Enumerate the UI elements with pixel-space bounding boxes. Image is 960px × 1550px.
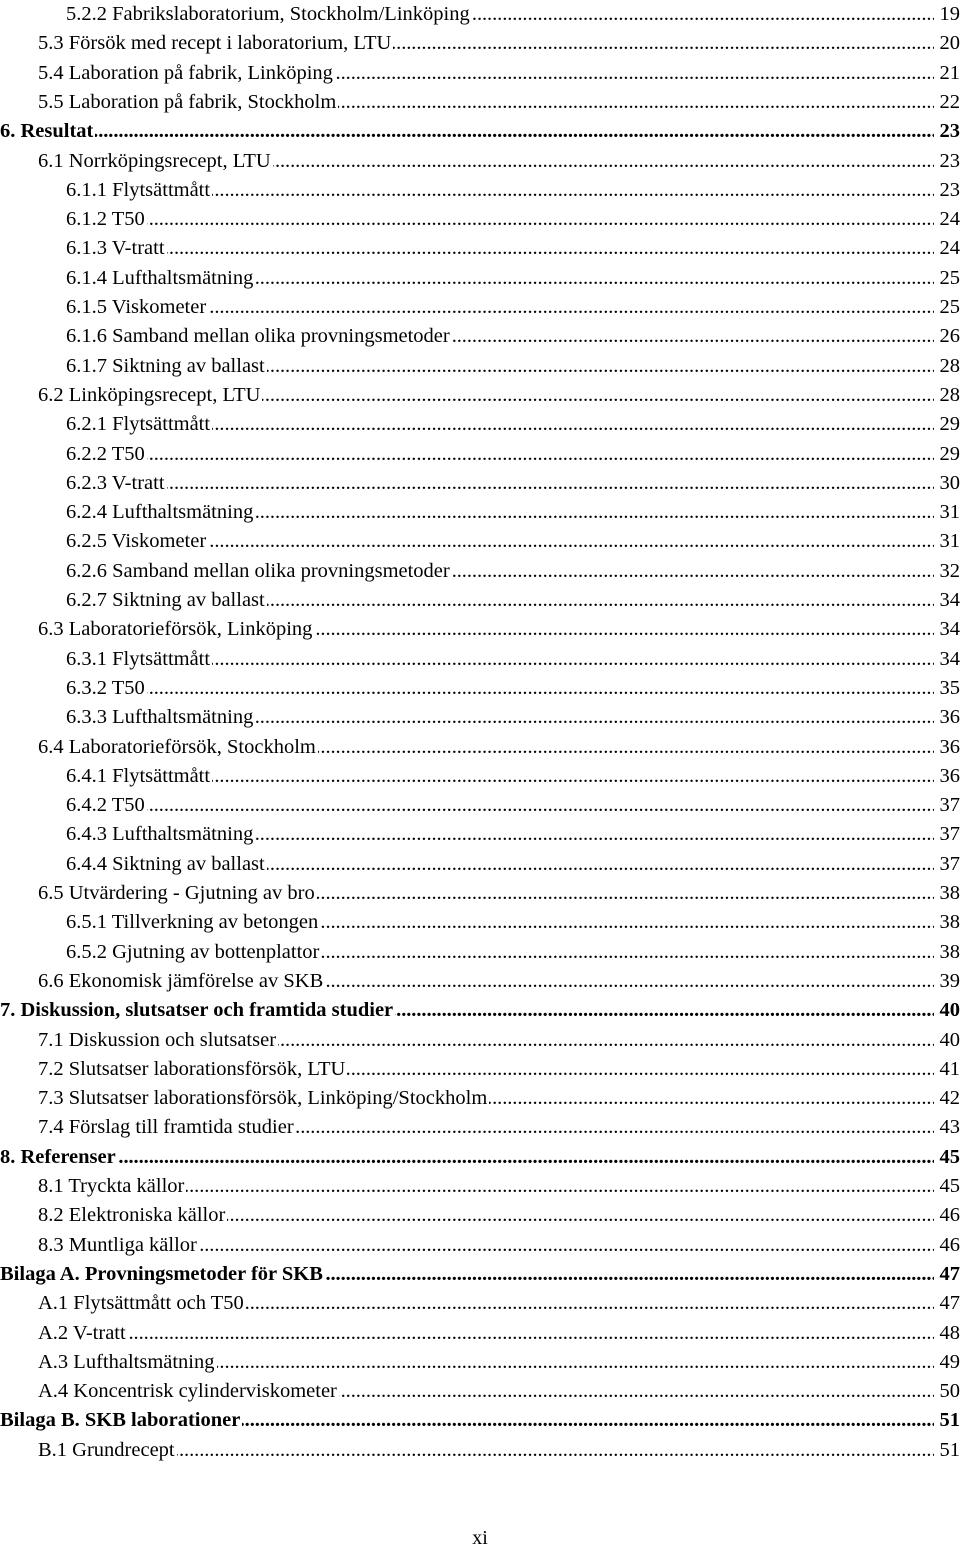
toc-entry-page: 49 <box>939 1351 960 1373</box>
toc-entry[interactable] <box>0 85 960 114</box>
toc-entry-label: 6.1.7 Siktning av ballast <box>66 355 265 377</box>
toc-entry-label: 8. Referenser <box>0 1146 116 1168</box>
toc-entry[interactable] <box>0 1169 960 1198</box>
toc-entry-page: 23 <box>939 120 960 142</box>
toc-dot-leader <box>296 1115 934 1139</box>
toc-dot-leader <box>199 1233 934 1257</box>
toc-entry-label: 6.3.3 Lufthaltsmätning <box>66 706 254 728</box>
toc-entry-label: 6.2.2 T50 <box>66 443 145 465</box>
toc-entry-label: 6.3.1 Flytsättmått <box>66 648 211 670</box>
toc-entry-page: 26 <box>939 325 960 347</box>
toc-dot-leader <box>452 559 934 583</box>
toc-entry-label: 6.1 Norrköpingsrecept, LTU <box>38 150 271 172</box>
toc-entry-page: 46 <box>939 1234 960 1256</box>
toc-entry-page: 43 <box>939 1116 960 1138</box>
toc-entry-page: 51 <box>939 1439 960 1461</box>
toc-entry-page: 29 <box>939 443 960 465</box>
toc-dot-leader <box>267 354 934 378</box>
toc-entry-page: 30 <box>939 472 960 494</box>
toc-entry-page: 32 <box>939 560 960 582</box>
toc-entry[interactable] <box>0 1198 960 1227</box>
toc-entry-page: 25 <box>939 296 960 318</box>
toc-dot-leader <box>212 412 934 436</box>
toc-entry-page: 31 <box>939 501 960 523</box>
toc-dot-leader <box>395 998 934 1022</box>
toc-entry-label: 6.5.2 Gjutning av bottenplattor <box>66 941 320 963</box>
toc-entry[interactable] <box>0 730 960 759</box>
toc-entry[interactable] <box>0 1110 960 1139</box>
toc-entry[interactable] <box>0 290 960 319</box>
toc-entry[interactable] <box>0 1403 960 1432</box>
toc-entry-label: 6.2.1 Flytsättmått <box>66 413 211 435</box>
toc-entry-label: A.3 Lufthaltsmätning <box>38 1351 215 1373</box>
toc-entry-label: 7.1 Diskussion och slutsatser <box>38 1029 277 1051</box>
toc-entry-page: 21 <box>939 62 960 84</box>
toc-dot-leader <box>227 1203 934 1227</box>
toc-dot-leader <box>317 881 934 905</box>
toc-entry-page: 24 <box>939 237 960 259</box>
toc-dot-leader <box>339 1379 934 1403</box>
toc-entry-page: 39 <box>939 970 960 992</box>
toc-entry-page: 37 <box>939 823 960 845</box>
toc-dot-leader <box>186 1174 934 1198</box>
toc-entry-page: 35 <box>939 677 960 699</box>
toc-entry-label: 6.2.7 Siktning av ballast <box>66 589 265 611</box>
toc-entry[interactable] <box>0 554 960 583</box>
toc-entry-page: 46 <box>939 1204 960 1226</box>
toc-dot-leader <box>278 1028 934 1052</box>
toc-entry-page: 41 <box>939 1058 960 1080</box>
toc-entry[interactable] <box>0 700 960 729</box>
toc-entry[interactable] <box>0 1081 960 1110</box>
toc-entry[interactable] <box>0 905 960 934</box>
toc-dot-leader <box>267 588 934 612</box>
toc-entry-page: 50 <box>939 1380 960 1402</box>
toc-entry[interactable] <box>0 1228 960 1257</box>
toc-entry[interactable] <box>0 817 960 846</box>
toc-entry-label: 6.1.2 T50 <box>66 208 145 230</box>
toc-entry-label: 8.3 Muntliga källor <box>38 1234 197 1256</box>
toc-dot-leader <box>208 295 934 319</box>
toc-dot-leader <box>147 442 934 466</box>
toc-entry-label: 6.1.1 Flytsättmått <box>66 179 211 201</box>
toc-entry-label: 6.4.4 Siktning av ballast <box>66 853 265 875</box>
toc-dot-leader <box>255 705 934 729</box>
toc-entry-label: 7.4 Förslag till framtida studier <box>38 1116 294 1138</box>
toc-entry[interactable] <box>0 173 960 202</box>
toc-entry-page: 38 <box>939 911 960 933</box>
toc-entry[interactable] <box>0 935 960 964</box>
toc-dot-leader <box>314 617 934 641</box>
toc-entry-page: 34 <box>939 648 960 670</box>
toc-dot-leader <box>273 149 934 173</box>
toc-entry[interactable] <box>0 1286 960 1315</box>
toc-entry-label: 5.4 Laboration på fabrik, Linköping <box>38 62 333 84</box>
toc-entry[interactable] <box>0 261 960 290</box>
toc-entry-page: 38 <box>939 941 960 963</box>
toc-dot-leader <box>212 764 934 788</box>
toc-entry[interactable] <box>0 202 960 231</box>
toc-entry-page: 47 <box>939 1292 960 1314</box>
toc-dot-leader <box>95 119 934 143</box>
toc-entry-label: Bilaga A. Provningsmetoder för SKB <box>0 1263 323 1285</box>
toc-entry[interactable] <box>0 56 960 85</box>
toc-entry-page: 45 <box>939 1146 960 1168</box>
toc-entry-page: 34 <box>939 589 960 611</box>
toc-entry-page: 23 <box>939 179 960 201</box>
toc-dot-leader <box>212 647 934 671</box>
toc-entry[interactable] <box>0 407 960 436</box>
toc-entry-page: 37 <box>939 853 960 875</box>
toc-entry-label: 6.4.3 Lufthaltsmätning <box>66 823 254 845</box>
toc-dot-leader <box>320 910 934 934</box>
toc-entry-page: 19 <box>939 3 960 25</box>
toc-dot-leader <box>452 324 934 348</box>
toc-entry-label: 6.2.6 Samband mellan olika provningsmetoder <box>66 560 450 582</box>
toc-entry-page: 40 <box>939 999 960 1021</box>
toc-entry-label: A.2 V-tratt <box>38 1322 126 1344</box>
toc-entry-label: 5.5 Laboration på fabrik, Stockholm <box>38 91 337 113</box>
toc-entry-label: 6.4.2 T50 <box>66 794 145 816</box>
toc-entry[interactable] <box>0 349 960 378</box>
toc-dot-leader <box>242 1408 934 1432</box>
toc-entry-page: 48 <box>939 1322 960 1344</box>
toc-entry-label: A.1 Flytsättmått och T50 <box>38 1292 244 1314</box>
toc-dot-leader <box>167 236 934 260</box>
toc-entry[interactable] <box>0 0 960 26</box>
toc-entry[interactable] <box>0 876 960 905</box>
toc-dot-leader <box>255 822 934 846</box>
toc-dot-leader <box>338 90 934 114</box>
toc-entry-label: 6.4 Laboratorieförsök, Stockholm <box>38 736 316 758</box>
toc-dot-leader <box>321 940 934 964</box>
toc-entry[interactable] <box>0 964 960 993</box>
toc-entry-label: 6.1.6 Samband mellan olika provningsmetoder <box>66 325 450 347</box>
toc-entry[interactable] <box>0 1316 960 1345</box>
toc-dot-leader <box>177 1438 934 1462</box>
toc-entry[interactable] <box>0 1257 960 1286</box>
toc-entry-label: 8.1 Tryckta källor <box>38 1175 185 1197</box>
toc-dot-leader <box>325 1262 934 1286</box>
toc-dot-leader <box>267 852 934 876</box>
toc-entry-label: A.4 Koncentrisk cylinderviskometer <box>38 1380 337 1402</box>
toc-entry-page: 28 <box>939 384 960 406</box>
toc-entry-label: 6. Resultat <box>0 120 94 142</box>
toc-entry[interactable] <box>0 26 960 55</box>
toc-entry[interactable] <box>0 466 960 495</box>
toc-dot-leader <box>167 471 934 495</box>
toc-entry[interactable] <box>0 612 960 641</box>
page-number: xi <box>472 1527 488 1549</box>
toc-entry-page: 22 <box>939 91 960 113</box>
toc-entry-label: 6.2 Linköpingsrecept, LTU <box>38 384 261 406</box>
toc-entry[interactable] <box>0 144 960 173</box>
toc-entry-page: 42 <box>939 1087 960 1109</box>
toc-entry[interactable] <box>0 231 960 260</box>
toc-entry-label: 8.2 Elektroniska källor <box>38 1204 226 1226</box>
toc-entry[interactable] <box>0 114 960 143</box>
toc-entry[interactable] <box>0 1374 960 1403</box>
toc-entry[interactable] <box>0 495 960 524</box>
toc-entry-page: 38 <box>939 882 960 904</box>
toc-entry-label: 6.1.4 Lufthaltsmätning <box>66 267 254 289</box>
toc-entry-page: 29 <box>939 413 960 435</box>
toc-entry[interactable] <box>0 1023 960 1052</box>
toc-entry-page: 36 <box>939 706 960 728</box>
toc-entry[interactable] <box>0 642 960 671</box>
toc-entry-label: 5.3 Försök med recept i laboratorium, LTU <box>38 32 392 54</box>
toc-dot-leader <box>325 969 934 993</box>
toc-entry-label: 6.2.4 Lufthaltsmätning <box>66 501 254 523</box>
toc-entry-label: Bilaga B. SKB laborationer <box>0 1409 241 1431</box>
toc-entry[interactable] <box>0 788 960 817</box>
toc-entry[interactable] <box>0 583 960 612</box>
toc-entry[interactable] <box>0 847 960 876</box>
toc-dot-leader <box>147 676 934 700</box>
toc-dot-leader <box>347 1057 934 1081</box>
toc-entry-page: 34 <box>939 618 960 640</box>
toc-entry-page: 31 <box>939 530 960 552</box>
toc-entry-page: 25 <box>939 267 960 289</box>
toc-entry[interactable] <box>0 437 960 466</box>
toc-dot-leader <box>217 1350 934 1374</box>
toc-entry-label: 7.2 Slutsatser laborationsförsök, LTU <box>38 1058 346 1080</box>
toc-dot-leader <box>255 266 934 290</box>
toc-entry[interactable] <box>0 1433 960 1462</box>
toc-entry[interactable] <box>0 1052 960 1081</box>
toc-dot-leader <box>147 207 934 231</box>
toc-entry-page: 28 <box>939 355 960 377</box>
toc-entry-page: 37 <box>939 794 960 816</box>
toc-dot-leader <box>128 1321 934 1345</box>
toc-entry[interactable] <box>0 1345 960 1374</box>
toc-dot-leader <box>212 178 934 202</box>
toc-dot-leader <box>335 61 934 85</box>
toc-entry-page: 23 <box>939 150 960 172</box>
toc-entry-label: 5.2.2 Fabrikslaboratorium, Stockholm/Linköping <box>66 3 470 25</box>
toc-entry-label: 6.1.3 V-tratt <box>66 237 165 259</box>
toc-dot-leader <box>118 1145 934 1169</box>
toc-entry[interactable] <box>0 524 960 553</box>
toc-entry[interactable] <box>0 759 960 788</box>
toc-dot-leader <box>393 31 934 55</box>
toc-entry[interactable] <box>0 1140 960 1169</box>
toc-entry-label: 7. Diskussion, slutsatser och framtida studier <box>0 999 394 1021</box>
toc-entry-page: 20 <box>939 32 960 54</box>
toc-entry[interactable] <box>0 671 960 700</box>
toc-dot-leader <box>208 529 934 553</box>
toc-entry-page: 24 <box>939 208 960 230</box>
toc-entry-page: 36 <box>939 736 960 758</box>
toc-entry-label: 7.3 Slutsatser laborationsförsök, Linköping/Stockholm <box>38 1087 488 1109</box>
toc-dot-leader <box>246 1291 934 1315</box>
toc-dot-leader <box>318 735 934 759</box>
toc-entry-label: 6.2.5 Viskometer <box>66 530 207 552</box>
toc-entry-label: 6.5.1 Tillverkning av betongen <box>66 911 319 933</box>
toc-entry-label: 6.3.2 T50 <box>66 677 145 699</box>
toc-entry[interactable] <box>0 993 960 1022</box>
toc-dot-leader <box>147 793 934 817</box>
toc-entry-label: 6.2.3 V-tratt <box>66 472 165 494</box>
toc-entry[interactable] <box>0 378 960 407</box>
toc-entry-label: B.1 Grundrecept <box>38 1439 175 1461</box>
toc-entry-page: 40 <box>939 1029 960 1051</box>
toc-entry-page: 51 <box>939 1409 960 1431</box>
toc-dot-leader <box>472 2 934 26</box>
toc-entry-page: 36 <box>939 765 960 787</box>
toc-entry-label: 6.3 Laboratorieförsök, Linköping <box>38 618 313 640</box>
toc-entry-page: 45 <box>939 1175 960 1197</box>
toc-entry-label: 6.1.5 Viskometer <box>66 296 207 318</box>
toc-dot-leader <box>489 1086 934 1110</box>
toc-entry-label: 6.4.1 Flytsättmått <box>66 765 211 787</box>
toc-dot-leader <box>262 383 934 407</box>
toc-entry-label: 6.6 Ekonomisk jämförelse av SKB <box>38 970 324 992</box>
toc-dot-leader <box>255 500 934 524</box>
toc-entry-page: 47 <box>939 1263 960 1285</box>
toc-entry-label: 6.5 Utvärdering - Gjutning av bro <box>38 882 315 904</box>
toc-entry[interactable] <box>0 319 960 348</box>
